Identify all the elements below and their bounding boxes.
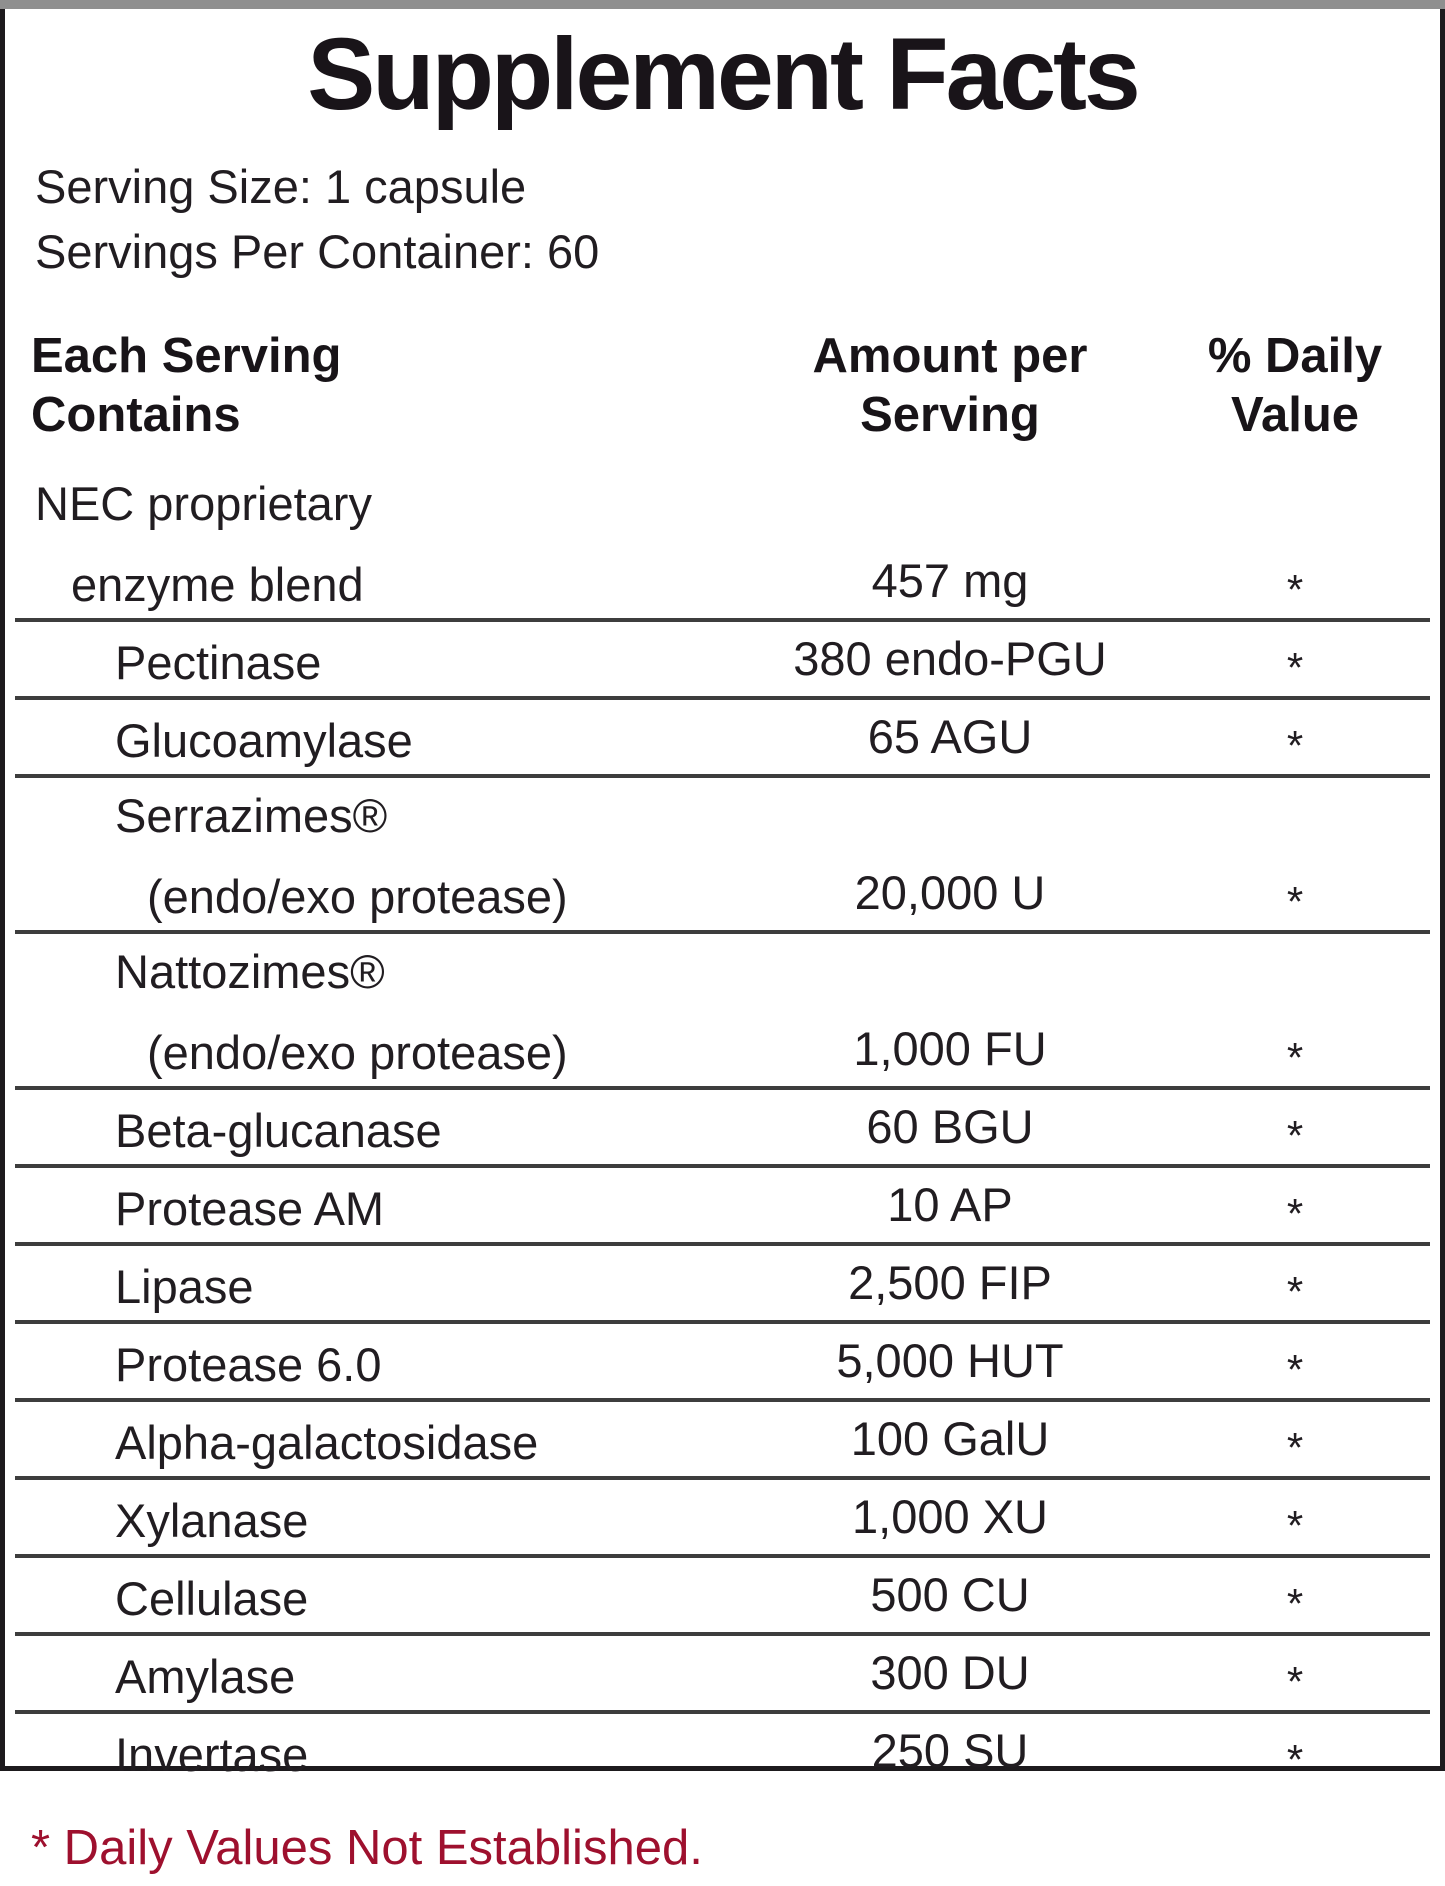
ingredient-amount: 1,000 XU <box>852 1490 1048 1544</box>
ingredient-name-line: (endo/exo protease) <box>147 870 568 924</box>
ingredient-table <box>5 466 1440 1788</box>
ingredient-name-line: NEC proprietary <box>35 477 372 531</box>
ingredient-name-line: Protease AM <box>115 1182 385 1236</box>
ingredient-daily-value: * <box>1286 722 1304 770</box>
table-row <box>5 1558 1440 1632</box>
table-header-row <box>5 311 1440 459</box>
ingredient-name <box>35 1104 730 1158</box>
table-row <box>5 1480 1440 1554</box>
ingredient-daily-value: * <box>1286 1736 1304 1784</box>
table-row <box>5 778 1440 930</box>
column-header-daily-value-line2: Value <box>1230 388 1360 443</box>
ingredient-daily-value: * <box>1286 644 1304 692</box>
ingredient-amount: 250 SU <box>871 1724 1029 1778</box>
ingredient-name-line: enzyme blend <box>71 558 364 612</box>
ingredient-name <box>35 1182 730 1236</box>
ingredient-daily-value: * <box>1286 1346 1304 1394</box>
ingredient-name <box>35 1494 730 1548</box>
ingredient-amount: 20,000 U <box>854 866 1046 920</box>
ingredient-amount: 60 BGU <box>866 1100 1034 1154</box>
column-header-daily-value-line1: % Daily <box>1207 328 1383 383</box>
table-row <box>5 466 1440 618</box>
ingredient-amount: 380 endo-PGU <box>793 632 1107 686</box>
ingredient-name <box>35 789 730 924</box>
ingredient-daily-value: * <box>1286 878 1304 926</box>
ingredient-daily-value: * <box>1286 1034 1304 1082</box>
column-header-ingredient-line2: Contains <box>31 388 241 443</box>
ingredient-name <box>35 945 730 1080</box>
panel-title: Supplement Facts <box>307 17 1138 131</box>
ingredient-name-line: Cellulase <box>115 1572 309 1626</box>
ingredient-name <box>35 1416 730 1470</box>
supplement-facts-panel <box>0 9 1445 1876</box>
ingredient-name-line: Xylanase <box>115 1494 309 1548</box>
ingredient-name-line: Glucoamylase <box>115 714 413 768</box>
ingredient-amount: 500 CU <box>870 1568 1030 1622</box>
ingredient-daily-value: * <box>1286 1502 1304 1550</box>
ingredient-amount: 65 AGU <box>867 710 1033 764</box>
ingredient-name <box>35 1650 730 1704</box>
ingredient-name-line: Beta-glucanase <box>115 1104 442 1158</box>
ingredient-name-line: Serrazimes® <box>115 789 388 843</box>
ingredient-daily-value: * <box>1286 1190 1304 1238</box>
ingredient-name <box>35 477 730 612</box>
label-top-edge <box>0 0 1445 9</box>
table-row <box>5 700 1440 774</box>
column-header-amount <box>730 327 1170 447</box>
ingredient-daily-value: * <box>1286 1658 1304 1706</box>
column-header-ingredient-line1: Each Serving <box>31 328 342 383</box>
ingredient-amount: 300 DU <box>870 1646 1030 1700</box>
ingredient-daily-value: * <box>1286 1268 1304 1316</box>
ingredient-amount: 457 mg <box>871 554 1029 608</box>
ingredient-amount: 5,000 HUT <box>836 1334 1064 1388</box>
table-row <box>5 1636 1440 1710</box>
table-row <box>5 1246 1440 1320</box>
table-row <box>5 1324 1440 1398</box>
column-header-amount-line1: Amount per <box>812 328 1088 383</box>
ingredient-name-line: Nattozimes® <box>115 945 385 999</box>
table-row <box>5 1168 1440 1242</box>
ingredient-amount: 100 GalU <box>850 1412 1050 1466</box>
column-header-ingredient <box>31 327 730 447</box>
ingredient-name-line: Protease 6.0 <box>115 1338 382 1392</box>
ingredient-name <box>35 1572 730 1626</box>
serving-size-text: Serving Size: 1 capsule <box>35 160 527 213</box>
ingredient-amount: 1,000 FU <box>853 1022 1047 1076</box>
ingredient-name <box>35 1338 730 1392</box>
ingredient-amount: 10 AP <box>887 1178 1013 1232</box>
table-row <box>5 622 1440 696</box>
serving-info <box>5 131 1440 295</box>
ingredient-daily-value: * <box>1286 1580 1304 1628</box>
column-header-daily-value <box>1170 327 1420 447</box>
ingredient-daily-value: * <box>1286 1112 1304 1160</box>
ingredient-name-line: (endo/exo protease) <box>147 1026 568 1080</box>
column-header-amount-line2: Serving <box>860 388 1040 443</box>
ingredient-daily-value: * <box>1286 1424 1304 1472</box>
ingredient-name-line: Amylase <box>115 1650 296 1704</box>
ingredient-name-line: Lipase <box>115 1260 254 1314</box>
ingredient-name <box>35 1260 730 1314</box>
ingredient-name-line: Alpha-galactosidase <box>115 1416 539 1470</box>
table-row <box>5 934 1440 1086</box>
table-row <box>5 1714 1440 1788</box>
table-row <box>5 1090 1440 1164</box>
ingredient-amount: 2,500 FIP <box>848 1256 1052 1310</box>
servings-per-container-text: Servings Per Container: 60 <box>35 224 600 278</box>
ingredient-daily-value: * <box>1286 566 1304 614</box>
ingredient-name <box>35 636 730 690</box>
ingredient-name <box>35 1728 730 1782</box>
table-row <box>5 1402 1440 1476</box>
ingredient-name <box>35 714 730 768</box>
ingredient-name-line: Pectinase <box>115 636 322 690</box>
ingredient-name-line: Invertase <box>115 1728 309 1782</box>
daily-value-footnote: * Daily Values Not Established. <box>31 1821 703 1876</box>
